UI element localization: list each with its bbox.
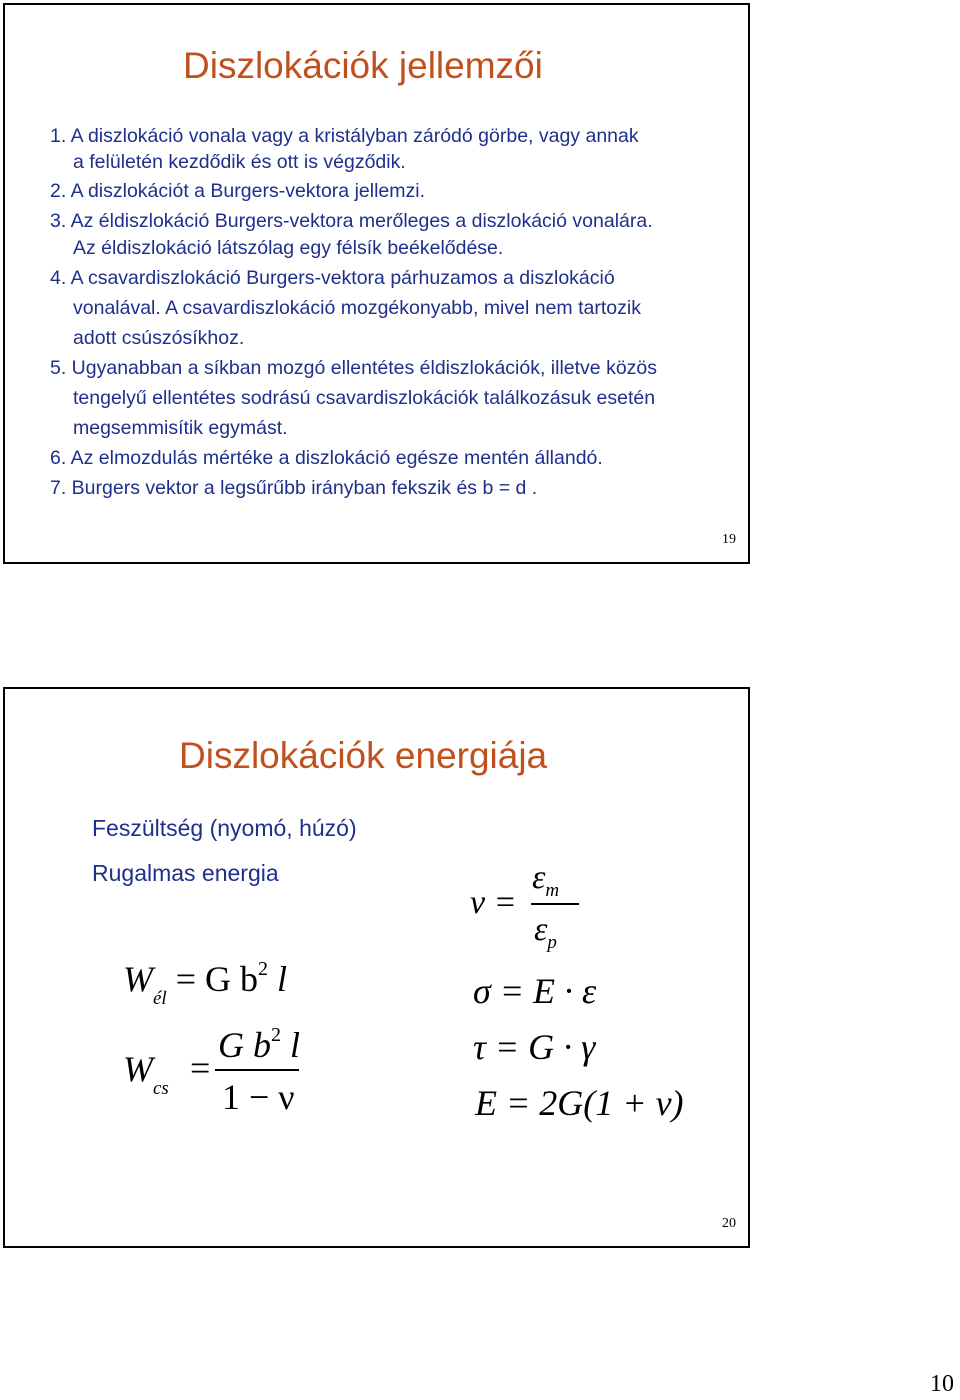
list-item: a felületén kezdődik és ott is végződik. <box>73 151 406 173</box>
stress-label: Feszültség (nyomó, húzó) <box>92 815 357 841</box>
equation-tau: τ = G · γ <box>473 1027 596 1067</box>
fraction-bar <box>215 1069 299 1071</box>
list-item: adott csúszósíkhoz. <box>73 327 245 349</box>
list-item: 6. Az elmozdulás mértéke a diszlokáció egésze mentén állandó. <box>50 447 603 469</box>
equation-e: E = 2G(1 + ν) <box>475 1083 684 1123</box>
list-item: 2. A diszlokációt a Burgers-vektora jellemzi. <box>50 180 425 202</box>
list-item: tengelyű ellentétes sodrású csavardiszlokációk találkozásuk esetén <box>73 387 656 409</box>
fraction-bar <box>531 903 579 905</box>
list-item: vonalával. A csavardiszlokáció mozgékonyabb, mivel nem tartozik <box>73 297 641 319</box>
list-item: 3. Az éldiszlokáció Burgers-vektora merőleges a diszlokáció vonalára. <box>50 210 653 232</box>
equation-w-el: $W_{él} = G$ $b^2$ l <box>123 958 288 1009</box>
list-item: 1. A diszlokáció vonala vagy a kristályban záródó görbe, vagy annak <box>50 125 639 147</box>
slide-19 <box>3 3 750 564</box>
elastic-energy-label: Rugalmas energia <box>92 860 279 886</box>
slide-title: Diszlokációk energiája <box>179 735 548 776</box>
list-item: 5. Ugyanabban a síkban mozgó ellentétes éldiszlokációk, illetve közös <box>50 357 658 379</box>
list-item: 4. A csavardiszlokáció Burgers-vektora párhuzamos a diszlokáció <box>50 267 615 289</box>
list-item: 7. Burgers vektor a legsűrűbb irányban fekszik és b = d . <box>50 477 538 499</box>
slide-title: Diszlokációk jellemzői <box>183 45 543 86</box>
slide-number: 19 <box>722 532 736 547</box>
list-item: Az éldiszlokáció látszólag egy félsík beékelődése. <box>73 237 504 259</box>
list-item: megsemmisítik egymást. <box>73 417 288 439</box>
slide-number: 20 <box>722 1216 736 1231</box>
page-number: 10 <box>930 1371 954 1397</box>
slide-20: Diszlokációk energiája Feszültség (nyomó, húzó) Rugalmas energia $W_{él} = G$ $b^2$ l $W_{cs}$ = G $b^2$ l 1 − ν ν = $\varepsilon_m$ $\varepsilon_p$ σ = E · ε τ = G · γ E = 2G(1 + ν) 20 <box>3 687 750 1248</box>
equation-sigma: σ = E · ε <box>473 971 597 1011</box>
